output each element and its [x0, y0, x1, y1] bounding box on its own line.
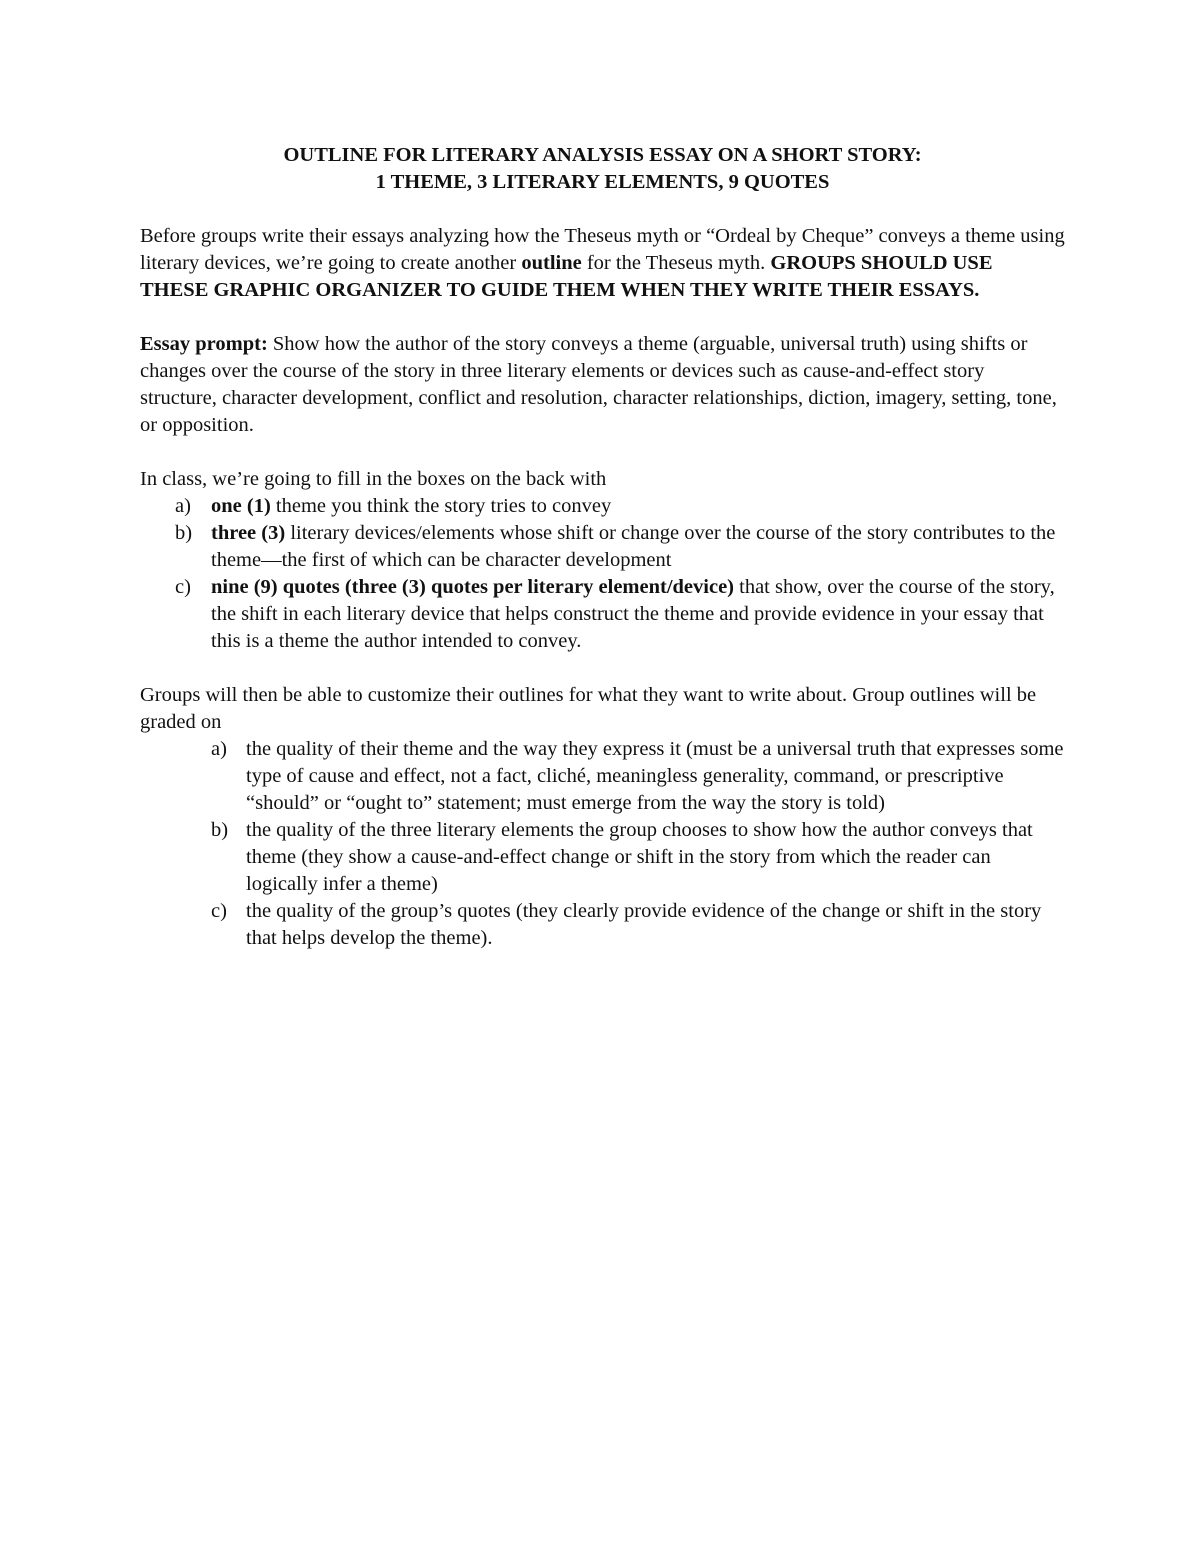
intro-text-1: Before groups write their essays analyzing how the Theseus myth or “Ordeal by Cheque” conveys a theme using literary devices, we’re going to create another [140, 225, 1065, 274]
list-item [140, 520, 1065, 574]
in-class-lead: In class, we’re going to fill in the boxes on the back with [140, 468, 607, 490]
document-title [140, 142, 1065, 196]
intro-bold-outline: outline [521, 252, 582, 274]
essay-prompt-text: Show how the author of the story conveys a theme (arguable, universal truth) using shifts or changes over the course of the story in three literary elements or devices such as cause-and-effect story structure, character development, conflict and resolution, character relationships, diction, imagery, setting, tone, or opposition. [140, 333, 1057, 436]
list-marker: a) [211, 738, 227, 760]
list-item-text: the quality of the three literary elements the group chooses to show how the author conveys that theme (they show a cause-and-effect change or shift in the story from which the reader can logically infer a theme) [246, 819, 1033, 895]
list-item-text: theme you think the story tries to convey [270, 495, 612, 517]
list-item-bold: one (1) [211, 495, 271, 517]
list-item-text: that show, over the course of the story, the shift in each literary device that helps construct the theme and provide evidence in your essay that this is a theme the author intended to convey. [211, 576, 1055, 652]
grading-lead: Groups will then be able to customize their outlines for what they want to write about. Group outlines will be graded on [140, 684, 1037, 733]
essay-prompt-label: Essay prompt: [140, 333, 268, 355]
title-line-1: OUTLINE FOR LITERARY ANALYSIS ESSAY ON A SHORT STORY: [283, 144, 922, 166]
list-item [140, 736, 1065, 817]
list-item [140, 493, 1065, 520]
intro-text-2: for the Theseus myth. [581, 252, 771, 274]
list-marker: a) [175, 495, 191, 517]
list-item [140, 817, 1065, 898]
list-item [140, 574, 1065, 655]
list-marker: b) [175, 522, 193, 544]
list-item-bold: three (3) [211, 522, 286, 544]
list-item-text: the quality of their theme and the way they express it (must be a universal truth that expresses some type of cause and effect, not a fact, cliché, meaningless generality, command, or prescriptive “should” or “ought to” statement; must emerge from the way the story is told) [246, 738, 1064, 814]
intro-bold-instruction: GROUPS SHOULD USE THESE GRAPHIC ORGANIZER TO GUIDE THEM WHEN THEY WRITE THEIR ESSAYS. [140, 252, 993, 301]
intro-paragraph [140, 223, 1065, 304]
list-item-text: the quality of the group’s quotes (they clearly provide evidence of the change or shift in the story that helps develop the theme). [246, 900, 1042, 949]
list-item [140, 898, 1065, 952]
list-item-bold: nine (9) quotes (three (3) quotes per literary element/device) [211, 576, 735, 598]
document-body [140, 142, 1065, 979]
list-marker: c) [175, 576, 191, 598]
essay-prompt-paragraph [140, 331, 1065, 439]
list-marker: b) [211, 819, 229, 841]
grading-list [140, 736, 1065, 952]
title-line-2: 1 THEME, 3 LITERARY ELEMENTS, 9 QUOTES [375, 171, 830, 193]
in-class-list [140, 493, 1065, 655]
list-marker: c) [211, 900, 227, 922]
list-item-text: literary devices/elements whose shift or change over the course of the story contributes to the theme—the first of which can be character development [211, 522, 1056, 571]
